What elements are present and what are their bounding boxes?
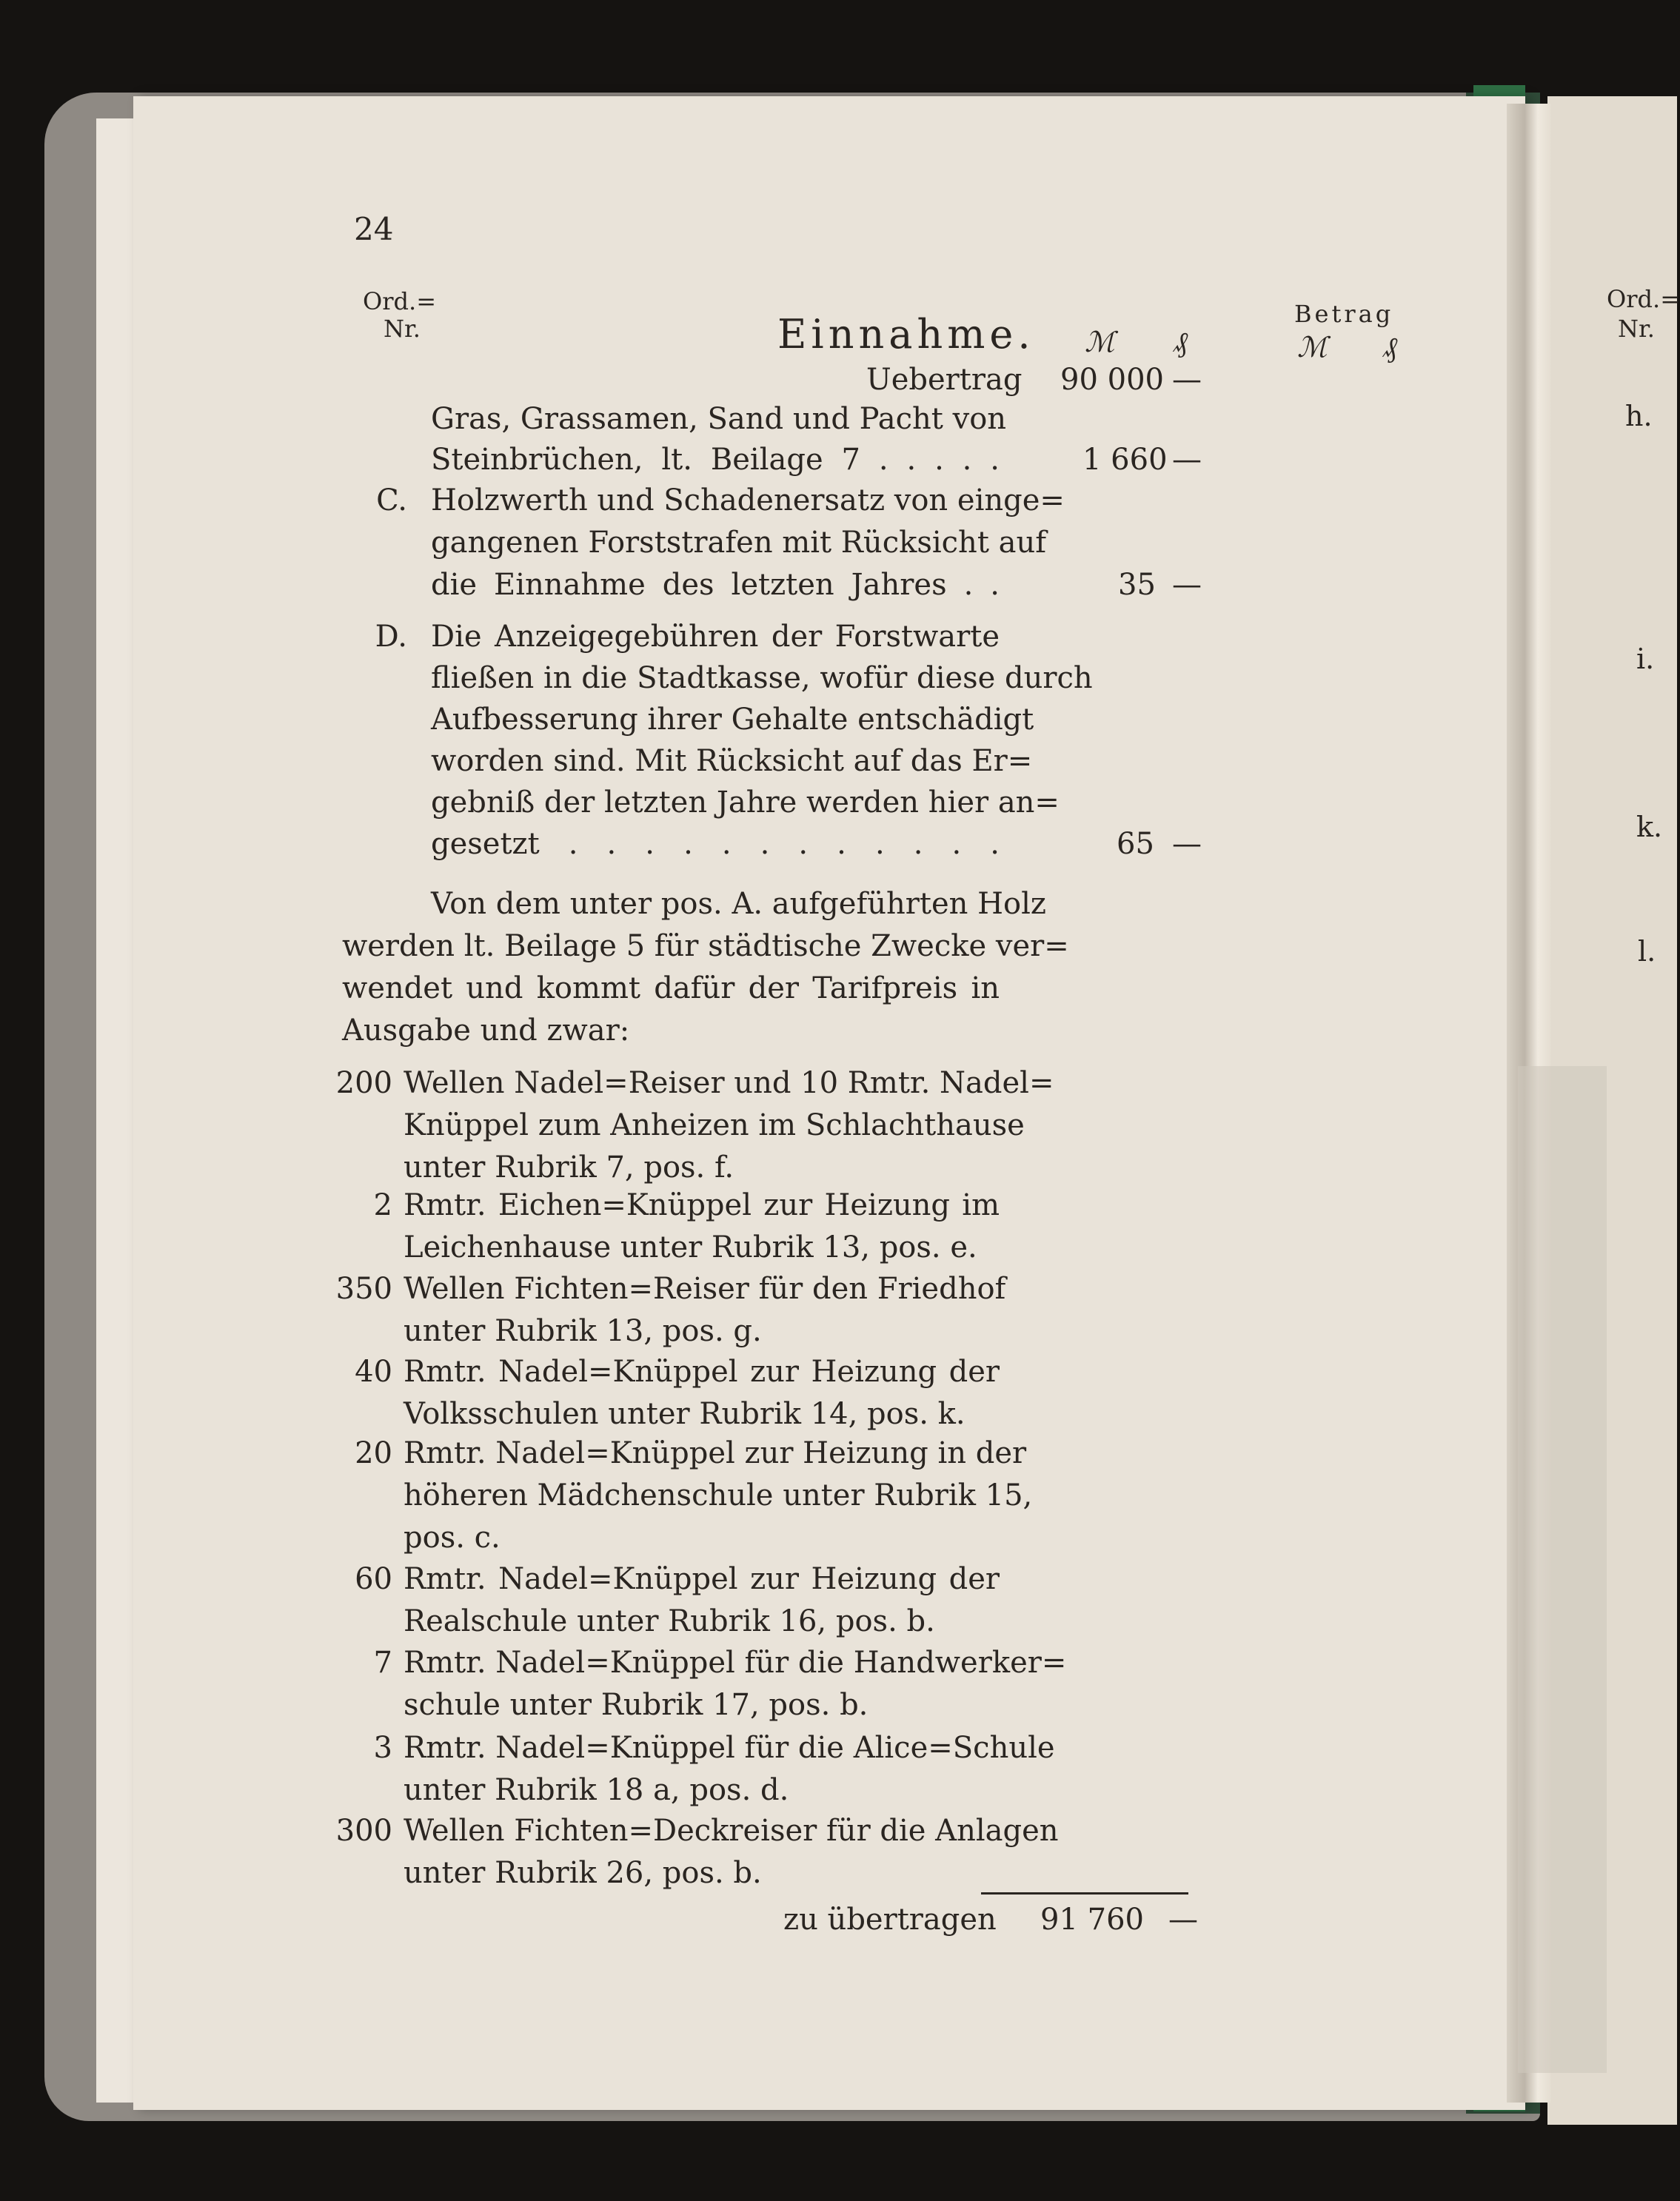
left-page (133, 96, 1525, 2110)
total-mark: 91 760 (1040, 1903, 1144, 1937)
facing-betrag-header: Betrag (1294, 300, 1394, 328)
item-quantity: 60 (355, 1562, 392, 1596)
item-line: unter Rubrik 7, pos. f. (404, 1150, 734, 1185)
carryover-pf: — (1172, 363, 1202, 397)
row-index: C. (376, 483, 407, 517)
item-line: Realschule unter Rubrik 16, pos. b. (404, 1604, 935, 1638)
item-line: Leichenhause unter Rubrik 13, pos. e. (404, 1230, 977, 1264)
item-line: Rmtr. Eichen=Knüppel zur Heizung im (404, 1188, 1000, 1222)
paragraph-line: Von dem unter pos. A. aufgeführten Holz (431, 887, 1046, 921)
facing-mark-header: ℳ (1297, 331, 1328, 364)
page-number: 24 (354, 211, 394, 247)
item-line: pos. c. (404, 1521, 501, 1555)
sum-rule (981, 1892, 1188, 1895)
item-line: Rmtr. Nadel=Knüppel zur Heizung in der (404, 1436, 1027, 1470)
paragraph-line: wendet und kommt dafür der Tarifpreis in (342, 971, 1000, 1005)
paragraph-line: Ausgabe und zwar: (342, 1014, 630, 1048)
ord-header-bottom: Nr. (384, 315, 421, 343)
item-line: unter Rubrik 18 a, pos. d. (404, 1773, 789, 1807)
item-line: Knüppel zum Anheizen im Schlachthause (404, 1108, 1025, 1142)
item-quantity: 3 (373, 1731, 392, 1765)
item-quantity: 2 (373, 1188, 392, 1222)
facing-margin-label: k. (1636, 811, 1663, 843)
item-line: Rmtr. Nadel=Knüppel zur Heizung der (404, 1355, 1000, 1389)
carryover-mark: 90 000 (1060, 363, 1164, 397)
item-line: Wellen Fichten=Deckreiser für die Anlagen (404, 1814, 1059, 1848)
total-pf: — (1168, 1903, 1198, 1937)
facing-page-shadow (1518, 1066, 1607, 2073)
facing-margin-label: l. (1638, 935, 1656, 968)
amount-mark: 1 660 (1082, 443, 1168, 477)
text-line: Steinbrüchen, lt. Beilage 7 . . . . . (431, 443, 1000, 477)
text-line: Holzwerth und Schadenersatz von einge= (431, 483, 1065, 517)
text-line: Aufbesserung ihrer Gehalte entschädigt (431, 703, 1034, 737)
amount-pf: — (1172, 568, 1202, 602)
item-quantity: 7 (373, 1646, 392, 1680)
text-line: die Einnahme des letzten Jahres . . (431, 568, 1000, 602)
pfennig-column-header: ₰ (1174, 326, 1188, 358)
item-line: Rmtr. Nadel=Knüppel für die Handwerker= (404, 1646, 1067, 1680)
text-line: Gras, Grassamen, Sand und Pacht von (431, 402, 1007, 436)
amount-pf: — (1172, 827, 1202, 861)
text-line: worden sind. Mit Rücksicht auf das Er= (431, 744, 1033, 778)
item-line: unter Rubrik 26, pos. b. (404, 1856, 762, 1890)
facing-ord-header-top: Ord.= (1607, 285, 1680, 313)
item-quantity: 300 (335, 1814, 392, 1848)
amount-mark: 35 (1118, 568, 1156, 602)
total-label: zu übertragen (783, 1903, 997, 1937)
facing-pf-header: ₰ (1383, 331, 1397, 364)
text-line: gebniß der letzten Jahre werden hier an= (431, 785, 1060, 820)
facing-margin-label: i. (1636, 643, 1655, 675)
item-quantity: 200 (335, 1066, 392, 1100)
text-line: fließen in die Stadtkasse, wofür diese durch (431, 661, 1093, 695)
item-line: Rmtr. Nadel=Knüppel zur Heizung der (404, 1562, 1000, 1596)
item-quantity: 40 (355, 1355, 392, 1389)
item-line: unter Rubrik 13, pos. g. (404, 1314, 762, 1348)
ord-header-top: Ord.= (363, 287, 436, 315)
item-line: Volksschulen unter Rubrik 14, pos. k. (404, 1397, 966, 1431)
text-line: gangenen Forststrafen mit Rücksicht auf (431, 526, 1047, 560)
item-quantity: 20 (355, 1436, 392, 1470)
paragraph-line: werden lt. Beilage 5 für städtische Zwecke ver= (342, 929, 1069, 963)
item-line: höheren Mädchenschule unter Rubrik 15, (404, 1478, 1033, 1512)
item-line: Wellen Fichten=Reiser für den Friedhof (404, 1272, 1006, 1306)
item-line: schule unter Rubrik 17, pos. b. (404, 1688, 869, 1722)
item-quantity: 350 (335, 1272, 392, 1306)
mark-column-header: ℳ (1085, 326, 1115, 358)
carryover-label: Uebertrag (866, 363, 1023, 397)
item-line: Rmtr. Nadel=Knüppel für die Alice=Schule (404, 1731, 1055, 1765)
facing-ord-header-bottom: Nr. (1618, 315, 1655, 343)
facing-margin-label: h. (1625, 400, 1653, 432)
amount-mark: 65 (1117, 827, 1154, 861)
section-title: Einnahme. (777, 311, 1035, 358)
text-line: Die Anzeigegebühren der Forstwarte (431, 620, 1000, 654)
row-index: D. (375, 620, 407, 654)
text-line: gesetzt . . . . . . . . . . . . (431, 827, 1000, 861)
item-line: Wellen Nadel=Reiser und 10 Rmtr. Nadel= (404, 1066, 1054, 1100)
amount-pf: — (1172, 443, 1202, 477)
